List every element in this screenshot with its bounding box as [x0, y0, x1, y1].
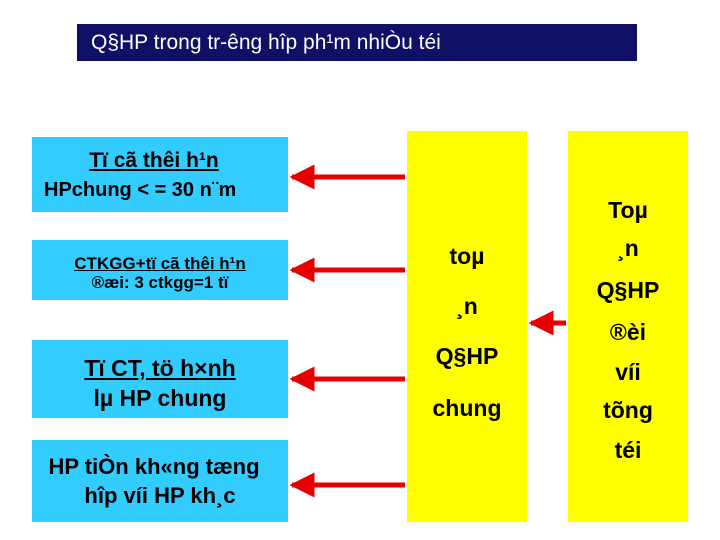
- column-word: tõng: [603, 397, 653, 423]
- case-box-detail: lµ HP chung: [93, 385, 227, 411]
- case-box-detail: HPchung < = 30 n¨m: [44, 179, 237, 201]
- column-word: ®èi: [609, 319, 647, 345]
- page-title: Q§HP trong tr-êng hîp ph¹m nhiÒu téi: [77, 24, 637, 61]
- case-box-heading: CTKGG+tï cã thêi h¹n: [74, 254, 246, 273]
- case-box-heading: Tï cã thêi h¹n: [89, 149, 219, 172]
- column-word: Q§HP: [435, 343, 499, 369]
- column-word: téi: [614, 437, 642, 463]
- case-box-detail: ®æi: 3 ctkgg=1 tï: [91, 273, 229, 292]
- column-word: ¸n: [456, 293, 478, 319]
- column-word: toµ: [449, 243, 485, 269]
- case-box-line: HP tiÒn kh«ng tæng: [48, 454, 260, 479]
- column-word: víi: [615, 359, 641, 385]
- column-word: Q§HP: [596, 277, 660, 303]
- column-word: Toµ: [608, 197, 648, 223]
- case-box-heading: Tï CT, tö h×nh: [84, 355, 236, 381]
- column-word: chung: [432, 395, 502, 421]
- case-box-line: hîp víi HP kh¸c: [84, 483, 236, 508]
- column-word: ¸n: [617, 235, 639, 261]
